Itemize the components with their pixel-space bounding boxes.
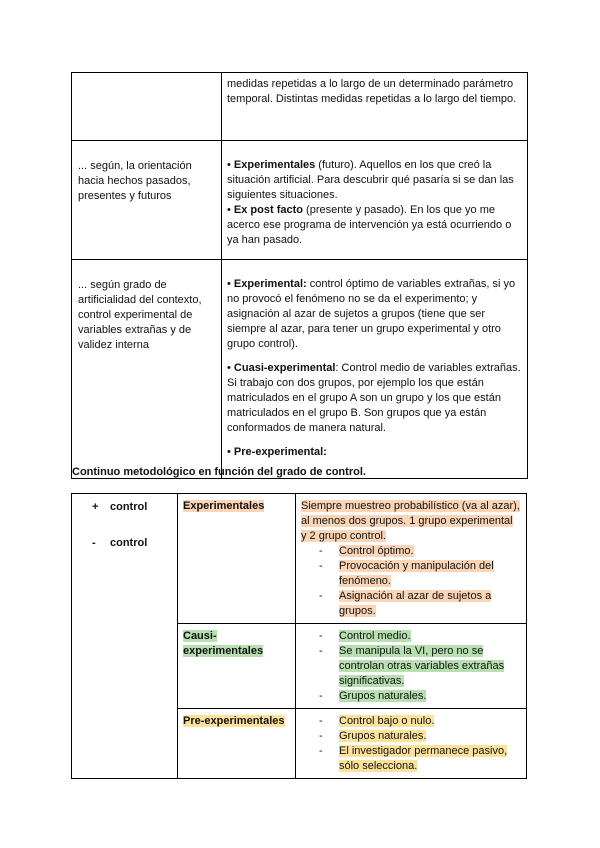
term: Pre-experimental: xyxy=(233,446,327,458)
control-axis xyxy=(72,494,178,779)
description: (presente y pasado). En los que yo me acerco ese programa de intervención ya está ocurriendo o ya han pasado. xyxy=(227,204,512,246)
design-name-cell xyxy=(178,624,296,709)
design-intro: Siempre muestreo probabilístico (va al azar), al menos dos grupos. 1 grupo experimental y 2 grupo control. xyxy=(301,500,520,542)
list-item: - Control óptimo. xyxy=(319,545,414,557)
minus-sign: - xyxy=(92,537,96,549)
row-content xyxy=(222,260,528,479)
list-item: - Control bajo o nulo. xyxy=(319,715,435,727)
description: control óptimo de variables extrañas, si yo no provocó el fenómeno no se da el experimento; y asignación al azar de sujetos a grupos (tiene que ser siempre al azar, para tener un grupo experimental y otro grupo control). xyxy=(227,278,516,350)
term: Experimentales xyxy=(233,159,316,171)
row-label: ... según, la orientación hacia hechos pasados, presentes y futuros xyxy=(72,141,222,260)
description: : Control medio de variables extrañas. Si trabajo con dos grupos, por ejemplo los que están matriculados en el grupo A son un grupo y los que están matriculados en el grupo B. Son grupos que ya están conformados de manera natural. xyxy=(227,362,521,434)
bullet: • xyxy=(227,204,231,216)
design-name-cell xyxy=(178,494,296,624)
design-name: Pre-experimentales xyxy=(183,715,285,727)
control-low xyxy=(92,536,173,551)
table-row xyxy=(72,494,527,624)
paragraph: medidas repetidas a lo largo de un determinado parámetro temporal. Distintas medidas repetidas a lo largo del tiempo. xyxy=(227,78,517,105)
plus-sign: + xyxy=(92,501,99,513)
row-label: ... según grado de artificialidad del contexto, control experimental de variables extrañas y de validez interna xyxy=(72,260,222,479)
design-name-cell xyxy=(178,709,296,779)
design-name: Causi-experimentales xyxy=(183,630,264,657)
list-item: - El investigador permanece pasivo, sólo selecciona. xyxy=(319,745,508,772)
control-high xyxy=(92,500,173,515)
section-heading: Continuo metodológico en función del grado de control. xyxy=(72,466,366,478)
term: Experimental: xyxy=(233,278,307,290)
bullet-item xyxy=(227,158,523,203)
table-row xyxy=(72,260,528,479)
description: (futuro). Aquellos en los que creó la situación artificial. Para descubrir qué pasaría si se dan las siguientes situaciones. xyxy=(227,159,514,201)
list-item: - Grupos naturales. xyxy=(319,730,427,742)
design-description-cell xyxy=(296,709,527,779)
classification-table xyxy=(71,72,528,479)
bullet: • xyxy=(227,446,231,458)
bullet-item xyxy=(227,203,523,248)
bullet: • xyxy=(227,159,231,171)
bullet-item xyxy=(227,445,523,460)
design-description-cell xyxy=(296,494,527,624)
bullet: • xyxy=(227,278,231,290)
list-item: - Se manipula la VI, pero no se controlan otras variables extrañas significativas. xyxy=(319,645,505,687)
bullet-item xyxy=(227,361,523,436)
table-row xyxy=(72,141,528,260)
row-label xyxy=(72,73,222,141)
row-content xyxy=(222,73,528,141)
list-item: - Control medio. xyxy=(319,630,411,642)
term: Cuasi-experimental xyxy=(233,362,336,374)
list-item: - Provocación y manipulación del fenómeno. xyxy=(319,560,494,587)
design-description-cell xyxy=(296,624,527,709)
control-label: control xyxy=(110,501,148,513)
list-item: - Asignación al azar de sujetos a grupos. xyxy=(319,590,492,617)
bullet-item xyxy=(227,277,523,352)
term: Ex post facto xyxy=(233,204,303,216)
table-row xyxy=(72,73,528,141)
design-name: Experimentales xyxy=(183,500,265,512)
control-label: control xyxy=(110,537,148,549)
bullet: • xyxy=(227,362,231,374)
list-item: - Grupos naturales. xyxy=(319,690,427,702)
row-content xyxy=(222,141,528,260)
control-continuum-table xyxy=(71,493,527,779)
